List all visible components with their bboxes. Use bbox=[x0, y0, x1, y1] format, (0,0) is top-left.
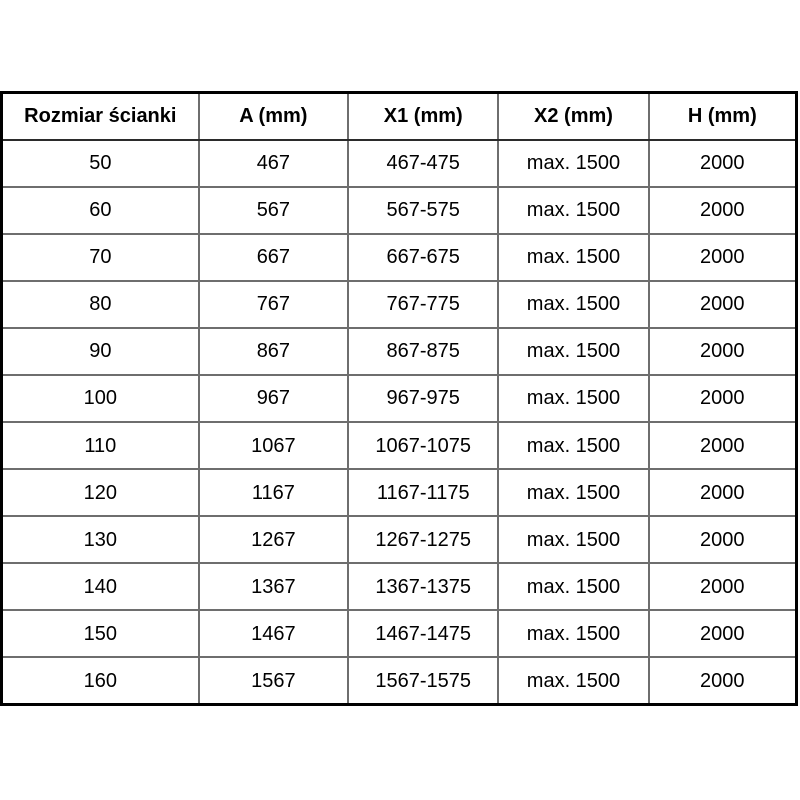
table-cell: 2000 bbox=[649, 234, 797, 281]
table-cell: max. 1500 bbox=[498, 234, 648, 281]
table-cell: max. 1500 bbox=[498, 187, 648, 234]
table-cell: 2000 bbox=[649, 563, 797, 610]
table-cell: max. 1500 bbox=[498, 516, 648, 563]
column-header-h-mm: H (mm) bbox=[649, 93, 797, 140]
table-cell: 2000 bbox=[649, 610, 797, 657]
table-cell: 50 bbox=[2, 140, 199, 187]
table-cell: max. 1500 bbox=[498, 375, 648, 422]
table-cell: 100 bbox=[2, 375, 199, 422]
table-cell: 567 bbox=[199, 187, 348, 234]
table-cell: 967 bbox=[199, 375, 348, 422]
table-cell: 1267 bbox=[199, 516, 348, 563]
table-cell: max. 1500 bbox=[498, 140, 648, 187]
table-row bbox=[2, 234, 797, 281]
table-cell: 2000 bbox=[649, 657, 797, 704]
table-cell: max. 1500 bbox=[498, 469, 648, 516]
table-row bbox=[2, 422, 797, 469]
table-cell: 2000 bbox=[649, 187, 797, 234]
table-cell: 2000 bbox=[649, 516, 797, 563]
table-cell: 767-775 bbox=[348, 281, 498, 328]
table-row bbox=[2, 140, 797, 187]
table-cell: max. 1500 bbox=[498, 563, 648, 610]
table-cell: 70 bbox=[2, 234, 199, 281]
table-cell: 567-575 bbox=[348, 187, 498, 234]
table-cell: 467-475 bbox=[348, 140, 498, 187]
table-cell: max. 1500 bbox=[498, 281, 648, 328]
table-cell: 1367 bbox=[199, 563, 348, 610]
table-row bbox=[2, 610, 797, 657]
table-cell: 1567-1575 bbox=[348, 657, 498, 704]
size-spec-table bbox=[0, 91, 798, 706]
table-cell: 60 bbox=[2, 187, 199, 234]
table-cell: 1167 bbox=[199, 469, 348, 516]
table-cell: 1467-1475 bbox=[348, 610, 498, 657]
column-header-x2-mm: X2 (mm) bbox=[498, 93, 648, 140]
table-cell: 2000 bbox=[649, 140, 797, 187]
table-row bbox=[2, 657, 797, 704]
table-cell: 2000 bbox=[649, 469, 797, 516]
table-cell: 967-975 bbox=[348, 375, 498, 422]
table-cell: 140 bbox=[2, 563, 199, 610]
table-cell: 867 bbox=[199, 328, 348, 375]
table-cell: 1367-1375 bbox=[348, 563, 498, 610]
table-cell: 1467 bbox=[199, 610, 348, 657]
table-cell: 1067 bbox=[199, 422, 348, 469]
table-cell: 130 bbox=[2, 516, 199, 563]
table-cell: 2000 bbox=[649, 375, 797, 422]
table-cell: 160 bbox=[2, 657, 199, 704]
table-cell: 867-875 bbox=[348, 328, 498, 375]
table-cell: 80 bbox=[2, 281, 199, 328]
table-cell: max. 1500 bbox=[498, 328, 648, 375]
table-cell: 1567 bbox=[199, 657, 348, 704]
table-cell: 150 bbox=[2, 610, 199, 657]
table-header-row bbox=[2, 93, 797, 140]
table-cell: 2000 bbox=[649, 281, 797, 328]
table-row bbox=[2, 93, 797, 140]
column-header-x1-mm: X1 (mm) bbox=[348, 93, 498, 140]
table-cell: 667 bbox=[199, 234, 348, 281]
column-header-a-mm: A (mm) bbox=[199, 93, 348, 140]
table-row bbox=[2, 187, 797, 234]
table-cell: max. 1500 bbox=[498, 657, 648, 704]
column-header-rozmiar-scianki: Rozmiar ścianki bbox=[2, 93, 199, 140]
table-cell: 2000 bbox=[649, 422, 797, 469]
table-row bbox=[2, 375, 797, 422]
table-cell: max. 1500 bbox=[498, 610, 648, 657]
table-row bbox=[2, 328, 797, 375]
table-cell: 767 bbox=[199, 281, 348, 328]
table-row bbox=[2, 281, 797, 328]
table-cell: 1067-1075 bbox=[348, 422, 498, 469]
table-body bbox=[2, 140, 797, 705]
table-cell: 110 bbox=[2, 422, 199, 469]
table-row bbox=[2, 563, 797, 610]
table-row bbox=[2, 516, 797, 563]
table-cell: 467 bbox=[199, 140, 348, 187]
table-cell: max. 1500 bbox=[498, 422, 648, 469]
table-cell: 1267-1275 bbox=[348, 516, 498, 563]
table-cell: 90 bbox=[2, 328, 199, 375]
table-cell: 667-675 bbox=[348, 234, 498, 281]
table-row bbox=[2, 469, 797, 516]
table-cell: 1167-1175 bbox=[348, 469, 498, 516]
table-cell: 120 bbox=[2, 469, 199, 516]
table-cell: 2000 bbox=[649, 328, 797, 375]
